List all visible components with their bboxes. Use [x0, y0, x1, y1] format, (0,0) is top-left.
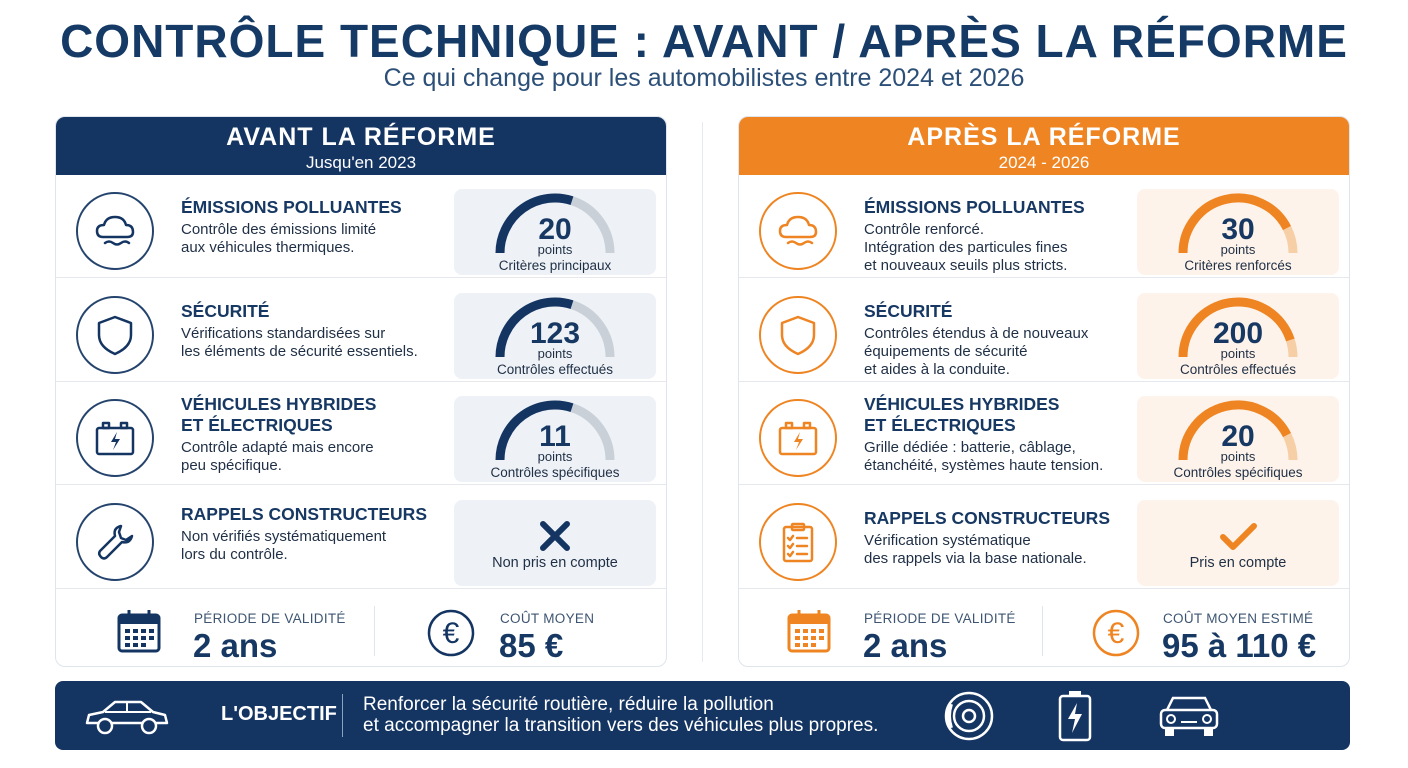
battery-icon	[91, 414, 139, 462]
criterion-row	[56, 486, 667, 589]
criterion-text	[864, 508, 1154, 568]
criterion-title-line: RAPPELS CONSTRUCTEURS	[864, 507, 1110, 528]
after-validity-value: 2 ans	[863, 627, 948, 664]
panel-divider	[702, 122, 703, 662]
criterion-card	[454, 396, 656, 482]
calendar-icon	[116, 608, 162, 654]
criterion-row	[56, 382, 667, 485]
criterion-description	[181, 439, 471, 475]
criterion-title-line: VÉHICULES HYBRIDES	[864, 394, 1060, 414]
criterion-row	[739, 382, 1350, 485]
criterion-text	[181, 197, 471, 257]
gauge-caption: Contrôles spécifiques	[1173, 465, 1303, 480]
criterion-card	[454, 500, 656, 586]
before-title: AVANT LA RÉFORME	[226, 123, 496, 151]
footer-separator	[1042, 606, 1043, 656]
criterion-row	[56, 279, 667, 382]
svg-text:€: €	[442, 617, 460, 650]
criterion-description-line: étanchéité, systèmes haute tension.	[864, 457, 1104, 474]
criterion-description-line: Vérifications standardisées sur	[181, 324, 386, 342]
criterion-description	[181, 528, 471, 564]
euro-icon	[427, 609, 475, 657]
icon-circle	[76, 296, 154, 374]
before-cost-value: 85 €	[499, 627, 564, 664]
icon-circle	[76, 192, 154, 270]
car-front-icon	[1157, 692, 1221, 740]
status-caption: Non pris en compte	[492, 554, 618, 571]
after-header	[739, 117, 1349, 175]
criterion-description	[864, 439, 1154, 475]
objective-separator	[342, 694, 343, 737]
criterion-title	[181, 301, 471, 322]
car-side-icon	[83, 695, 171, 737]
criterion-title-line: SÉCURITÉ	[864, 300, 953, 321]
after-subtitle: 2024 - 2026	[998, 153, 1090, 172]
battery-icon	[774, 414, 822, 462]
icon-circle	[76, 503, 154, 581]
objective-label: L'OBJECTIF	[221, 703, 337, 725]
gauge-caption: Contrôles effectués	[1179, 361, 1297, 377]
gauge-value: 11	[539, 420, 571, 453]
euro-icon	[1092, 609, 1140, 657]
criterion-description-line: Intégration des particules fines	[864, 239, 1068, 256]
criterion-title-line: ÉMISSIONS POLLUANTES	[181, 197, 402, 217]
criterion-row	[56, 175, 667, 278]
icon-circle	[76, 399, 154, 477]
icon-circle	[759, 192, 837, 270]
criterion-description-line: des rappels via la base nationale.	[864, 549, 1087, 567]
criterion-description-line: Vérification systématique	[864, 531, 1031, 549]
objective-line-1: Renforcer la sécurité routière, réduire la pollution	[363, 694, 774, 715]
gauge-unit: points	[537, 242, 573, 257]
gauge-value: 200	[1212, 316, 1264, 350]
icon-circle	[759, 503, 837, 581]
criterion-description-line: peu spécifique.	[181, 457, 282, 474]
after-footer	[739, 592, 1350, 667]
icon-circle	[759, 399, 837, 477]
criterion-description	[181, 325, 471, 361]
criterion-description-line: équipements de sécurité	[864, 342, 1028, 360]
criterion-description	[864, 532, 1154, 568]
criterion-title	[181, 197, 471, 218]
gauge-unit: points	[537, 345, 573, 361]
wrench-icon	[91, 518, 139, 566]
criterion-description-line: et nouveaux seuils plus stricts.	[864, 257, 1068, 274]
calendar-icon	[786, 608, 832, 654]
cloud-emissions-icon	[774, 207, 822, 255]
criterion-title	[864, 508, 1154, 529]
criterion-description-line: Contrôles étendus à de nouveaux	[864, 324, 1089, 342]
gauge-value: 123	[529, 316, 581, 350]
criterion-title-line: ÉMISSIONS POLLUANTES	[864, 197, 1085, 217]
criterion-description-line: lors du contrôle.	[181, 545, 288, 563]
criterion-title-line: ET ÉLECTRIQUES	[864, 415, 1016, 435]
criterion-description-line: aux véhicules thermiques.	[181, 239, 355, 256]
cloud-emissions-icon	[91, 207, 139, 255]
criterion-card	[1137, 189, 1339, 275]
gauge-unit: points	[1220, 242, 1256, 257]
shield-icon	[91, 311, 139, 359]
gauge-caption: Critères renforcés	[1184, 258, 1292, 273]
gauge-unit: points	[537, 449, 573, 464]
criterion-title-line: RAPPELS CONSTRUCTEURS	[181, 503, 427, 524]
before-cost-label: COÛT MOYEN	[500, 611, 595, 626]
svg-text:€: €	[1107, 617, 1125, 650]
page-subtitle: Ce qui change pour les automobilistes entre 2024 et 2026	[383, 64, 1025, 92]
brake-disc-icon	[943, 690, 995, 742]
criterion-text	[181, 504, 471, 564]
icon-circle	[759, 296, 837, 374]
criterion-text	[864, 301, 1154, 379]
criterion-description-line: Contrôle adapté mais encore	[181, 439, 374, 456]
footer-separator	[374, 606, 375, 656]
criterion-title-line: ET ÉLECTRIQUES	[181, 415, 333, 435]
after-cost-value: 95 à 110 €	[1162, 627, 1317, 664]
gauge-unit: points	[1220, 345, 1256, 361]
criterion-description-line: et aides à la conduite.	[864, 360, 1010, 378]
before-footer	[56, 592, 667, 667]
shield-icon	[774, 311, 822, 359]
clipboard-checklist-icon	[774, 518, 822, 566]
before-validity-label: PÉRIODE DE VALIDITÉ	[194, 611, 346, 626]
criterion-card	[1137, 500, 1339, 586]
criterion-description-line: Non vérifiés systématiquement	[181, 527, 387, 545]
before-validity-value: 2 ans	[193, 627, 278, 664]
criterion-description	[864, 325, 1154, 379]
criterion-title	[864, 197, 1154, 218]
gauge-unit: points	[1220, 449, 1256, 464]
before-panel	[55, 116, 667, 667]
objective-banner	[55, 681, 1350, 750]
gauge-caption: Contrôles spécifiques	[490, 465, 620, 480]
criterion-text	[864, 394, 1154, 475]
criterion-row	[739, 279, 1350, 382]
criterion-title-line: VÉHICULES HYBRIDES	[181, 394, 377, 414]
criterion-description-line: Contrôle des émissions limité	[181, 221, 377, 238]
criterion-description-line: les éléments de sécurité essentiels.	[181, 342, 418, 360]
criterion-title	[864, 301, 1154, 322]
criterion-title-line: SÉCURITÉ	[181, 300, 270, 321]
criterion-title	[864, 394, 1154, 436]
criterion-description	[181, 221, 471, 257]
before-subtitle: Jusqu'en 2023	[305, 153, 417, 172]
after-cost-label: COÛT MOYEN ESTIMÉ	[1163, 611, 1314, 626]
gauge-value: 20	[1221, 420, 1255, 453]
criterion-description	[864, 221, 1154, 275]
after-panel	[738, 116, 1350, 667]
gauge-caption: Contrôles effectués	[496, 361, 614, 377]
criterion-text	[181, 394, 471, 475]
criterion-card	[454, 293, 656, 379]
criterion-title	[181, 504, 471, 525]
criterion-row	[739, 486, 1350, 589]
objective-line-2: et accompagner la transition vers des véhicules plus propres.	[363, 715, 879, 736]
after-title: APRÈS LA RÉFORME	[907, 123, 1181, 151]
after-validity-label: PÉRIODE DE VALIDITÉ	[864, 611, 1016, 626]
criterion-text	[181, 301, 471, 361]
gauge-value: 30	[1221, 213, 1255, 246]
criterion-description-line: Grille dédiée : batterie, câblage,	[864, 439, 1076, 456]
status-caption: Pris en compte	[1189, 554, 1287, 571]
criterion-card	[1137, 293, 1339, 379]
criterion-text	[864, 197, 1154, 275]
criterion-description-line: Contrôle renforcé.	[864, 221, 985, 238]
criterion-card	[454, 189, 656, 275]
page-title: CONTRÔLE TECHNIQUE : AVANT / APRÈS LA RÉFORME	[60, 15, 1348, 67]
criterion-row	[739, 175, 1350, 278]
gauge-caption: Critères principaux	[498, 258, 612, 273]
criterion-title	[181, 394, 471, 436]
before-header	[56, 117, 666, 175]
battery-charge-icon	[1057, 689, 1093, 743]
gauge-value: 20	[538, 213, 572, 246]
criterion-card	[1137, 396, 1339, 482]
